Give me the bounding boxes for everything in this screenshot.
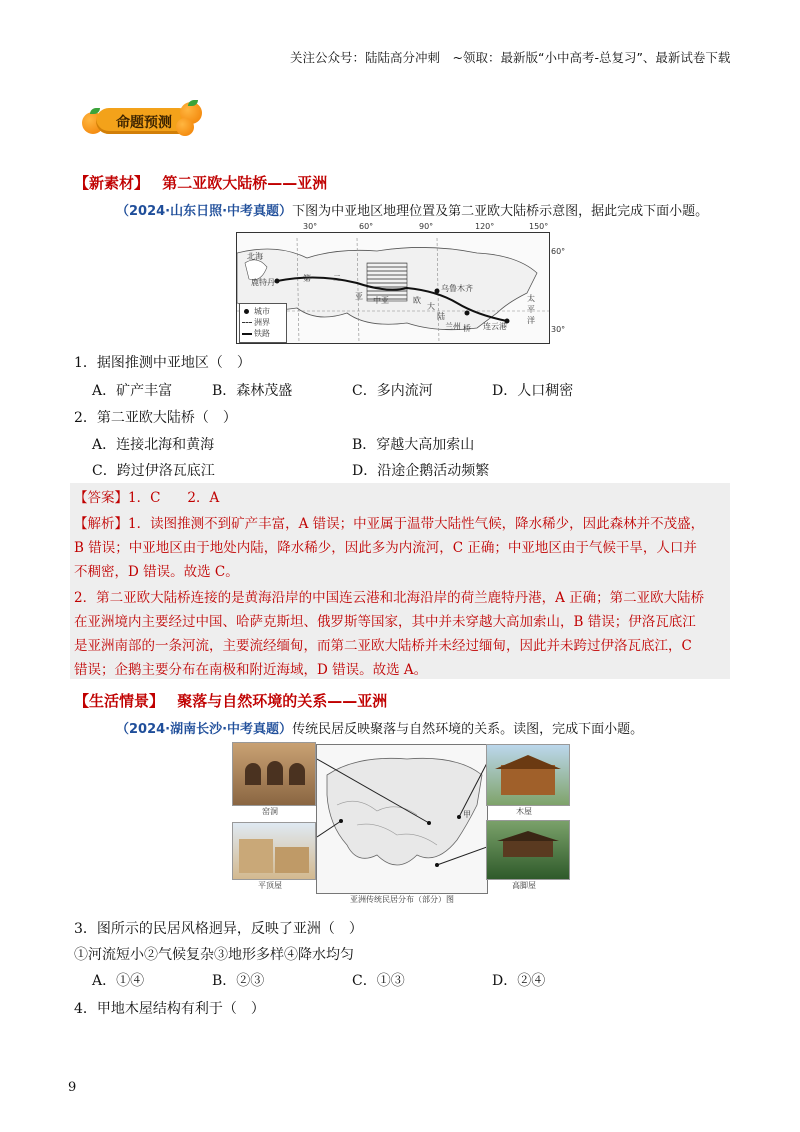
place-label: 连云港 xyxy=(483,322,507,331)
place-label: 桥 xyxy=(463,324,471,333)
analysis-line: 不稠密，D 错误。故选 C。 xyxy=(74,564,239,580)
section-banner xyxy=(80,100,205,142)
source-tag: （2024·山东日照·中考真题） xyxy=(116,204,293,219)
caption-stilt: 高脚屋 xyxy=(512,881,536,890)
place-label: 太平洋 xyxy=(527,294,535,325)
asia-map-svg xyxy=(317,745,487,893)
source-tag: （2024·湖南长沙·中考真题） xyxy=(116,722,293,737)
legend-city: 城市 xyxy=(254,307,270,316)
caption-flat-roof: 平顶屋 xyxy=(258,881,282,890)
legend-border: 洲界 xyxy=(254,318,270,327)
place-label: 陆 xyxy=(437,312,445,321)
place-label: 第 xyxy=(303,274,311,283)
lon-label: 150° xyxy=(529,222,549,231)
place-label: 鹿特丹 xyxy=(251,278,275,287)
question-4: 4．甲地木屋结构有利于（ ） xyxy=(74,1001,265,1017)
header-note: 关注公众号：陆陆高分冲刺 ~领取：最新版“小中高考-总复习”、最新试卷下载 xyxy=(290,50,731,65)
q1-option-d: D．人口稠密 xyxy=(492,383,574,399)
banner-label: 命题预测 xyxy=(116,115,172,131)
q2-option-d: D．沿途企鹅活动频繁 xyxy=(352,463,490,479)
analysis-line: 【解析】1．读图推测不到矿产丰富，A 错误；中亚属于温带大陆性气候，降水稀少，因此森林并不茂盛， xyxy=(74,516,705,532)
section2-tag: 【生活情景】 xyxy=(74,692,165,710)
caption-wood: 木屋 xyxy=(516,807,532,816)
analysis-line: B 错误；中亚地区由于地处内陆，降水稀少，因此多为内流河，C 正确；中亚地区由于气候干旱，人口并 xyxy=(74,540,697,556)
source-text: 下图为中亚地区地理位置及第二亚欧大陆桥示意图，据此完成下面小题。 xyxy=(292,204,709,219)
eurasia-land-bridge-map xyxy=(236,222,566,344)
section2-title: 聚落与自然环境的关系——亚洲 xyxy=(177,692,388,710)
source-text: 传统民居反映聚落与自然环境的关系。读图，完成下面小题。 xyxy=(292,722,644,737)
section1-heading xyxy=(74,172,327,193)
question-2: 2．第二亚欧大陆桥（ ） xyxy=(74,410,237,426)
section1-tag: 【新素材】 xyxy=(74,174,150,192)
place-label: 中亚 xyxy=(373,296,389,305)
q3-option-d: D．②④ xyxy=(492,973,546,989)
section2-heading xyxy=(74,690,387,711)
q1-option-a: A．矿产丰富 xyxy=(92,383,173,399)
analysis-line: 错误；企鹅主要分布在南极和附近海域，D 错误。故选 A。 xyxy=(74,662,428,678)
lon-label: 120° xyxy=(475,222,495,231)
q1-option-c: C．多内流河 xyxy=(352,383,433,399)
q3-statements: ①河流短小②气候复杂③地形多样④降水均匀 xyxy=(74,947,354,963)
lat-label: 30° xyxy=(551,325,566,334)
analysis-line: 在亚洲境内主要经过中国、哈萨克斯坦、俄罗斯等国家，其中并未穿越大高加索山，B 错误；伊洛瓦底江 xyxy=(74,614,696,630)
q1-option-b: B．森林茂盛 xyxy=(212,383,293,399)
section2-source xyxy=(116,718,643,737)
asia-map xyxy=(316,744,488,894)
flat-roof-house-photo xyxy=(232,822,316,880)
q3-option-a: A．①④ xyxy=(92,973,145,989)
lon-label: 30° xyxy=(303,222,318,231)
lat-label: 60° xyxy=(551,247,566,256)
place-label: 乌鲁木齐 xyxy=(441,284,473,293)
question-3: 3．图所示的民居风格迥异，反映了亚洲（ ） xyxy=(74,921,363,937)
wooden-house-photo xyxy=(486,744,570,806)
q2-option-b: B．穿越大高加索山 xyxy=(352,437,475,453)
q3-option-b: B．②③ xyxy=(212,973,265,989)
place-label: 亚 xyxy=(355,292,363,301)
lon-label: 60° xyxy=(359,222,374,231)
analysis-line: 是亚洲南部的一条河流，主要流经缅甸，而第二亚欧大陆桥并未经过缅甸，因此并未跨过伊洛瓦底江，C xyxy=(74,638,692,654)
orange-icon xyxy=(176,118,194,136)
place-label: 欧 xyxy=(413,296,421,305)
cave-dwelling-photo xyxy=(232,742,316,806)
location-marker: 甲 xyxy=(463,810,471,819)
section1-title: 第二亚欧大陆桥——亚洲 xyxy=(162,174,328,192)
q3-option-c: C．①③ xyxy=(352,973,405,989)
lon-label: 90° xyxy=(419,222,434,231)
section1-source xyxy=(116,200,708,219)
q2-option-c: C．跨过伊洛瓦底江 xyxy=(92,463,215,479)
caption-cave: 窑洞 xyxy=(262,807,278,816)
q2-option-a: A．连接北海和黄海 xyxy=(92,437,215,453)
place-label: 二 xyxy=(333,274,341,283)
answer-line: 【答案】1．C 2．A xyxy=(74,490,220,506)
place-label: 兰州 xyxy=(445,322,461,331)
stilt-house-photo xyxy=(486,820,570,880)
page-number: 9 xyxy=(68,1080,77,1095)
legend-railway: 铁路 xyxy=(254,329,270,338)
question-1: 1．据图推测中亚地区（ ） xyxy=(74,355,251,371)
analysis-line: 2．第二亚欧大陆桥连接的是黄海沿岸的中国连云港和北海沿岸的荷兰鹿特丹港，A 正确；第二亚欧大陆桥 xyxy=(74,590,705,606)
map-legend xyxy=(239,303,287,343)
figure-caption: 亚洲传统民居分布（部分）图 xyxy=(350,895,454,904)
asia-dwellings-figure xyxy=(232,742,570,902)
place-label: 北海 xyxy=(247,252,263,261)
place-label: 大 xyxy=(427,302,435,311)
